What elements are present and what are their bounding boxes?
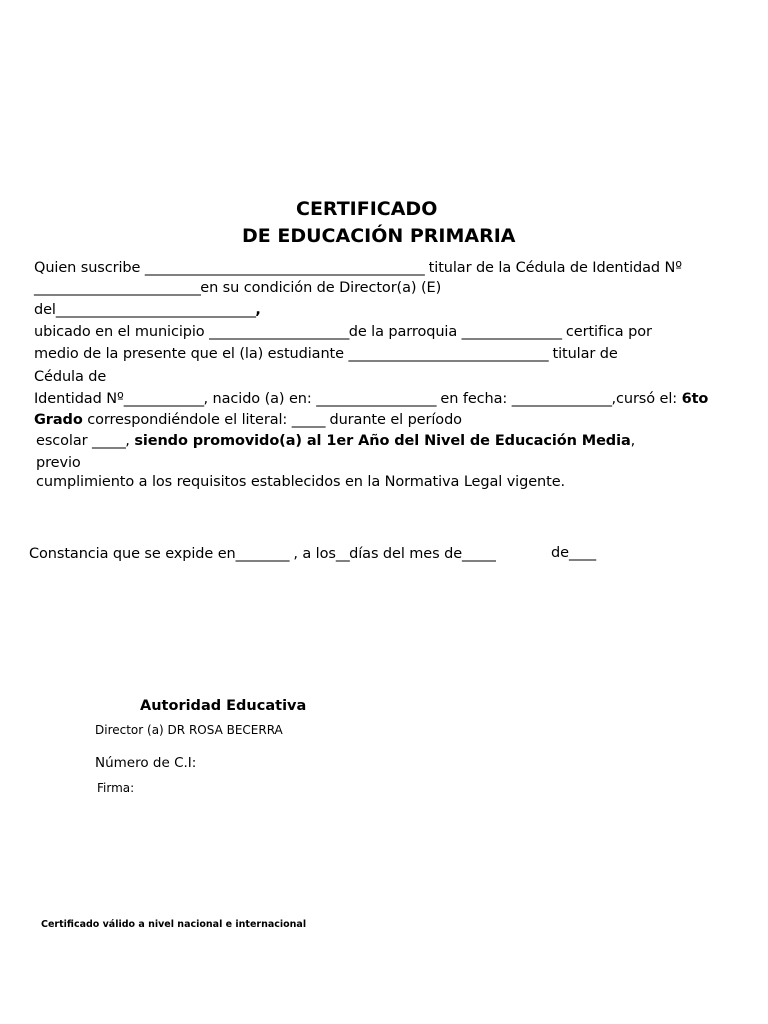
body-text: medio de la presente que el (la) estudiante: [34, 346, 349, 362]
body-line-10: previo: [36, 455, 81, 471]
body-line-8: [34, 412, 462, 428]
body-text: durante el período: [324, 412, 462, 428]
body-line-2: [34, 280, 441, 296]
blank-city: ________: [235, 546, 289, 562]
blank-director-ci: _________________________: [34, 280, 201, 296]
body-text: Quien suscribe: [34, 260, 145, 276]
body-line-11: cumplimiento a los requisitos establecidos en la Normativa Legal vigente.: [36, 474, 566, 490]
body-text: titular de: [547, 346, 618, 362]
director-name: Director (a) DR ROSA BECERRA: [95, 723, 283, 737]
body-text: días del mes de: [349, 546, 463, 562]
blank-day: __: [335, 546, 350, 562]
promotion-text: siendo promovido(a) al 1er Año del Nivel de Educación Media: [134, 433, 631, 449]
body-line-5: [34, 346, 618, 362]
body-text: ,: [630, 433, 636, 449]
blank-parish: _______________: [461, 324, 562, 340]
body-line-6: Cédula de: [34, 369, 107, 385]
body-text: ,: [125, 433, 135, 449]
body-text: correspondiéndole el literal:: [82, 412, 292, 428]
blank-director-name: __________________________________________: [144, 260, 425, 276]
body-line-9: [36, 433, 635, 449]
blank-municipality: _____________________: [209, 324, 349, 340]
body-text: titular de la Cédula de Identidad Nº: [424, 260, 682, 276]
body-text: , nacido (a) en:: [203, 391, 317, 407]
signature-label: Firma:: [97, 781, 135, 795]
ci-label: Número de C.I:: [95, 755, 197, 771]
body-text: en fecha:: [435, 391, 512, 407]
validity-note: Certificado válido a nivel nacional e internacional: [41, 919, 307, 930]
blank-birthdate: _______________: [511, 391, 612, 407]
constancia-year: [551, 545, 596, 561]
body-text: ,cursó el:: [611, 391, 682, 407]
certificate-title: CERTIFICADO: [296, 198, 438, 220]
grade-text: Grado: [34, 412, 83, 428]
authority-heading: Autoridad Educativa: [140, 698, 307, 714]
certificate-subtitle: DE EDUCACIÓN PRIMARIA: [242, 225, 516, 247]
blank-literal: _____: [291, 412, 325, 428]
body-line-7: [34, 391, 708, 407]
blank-student-name: ______________________________: [348, 346, 548, 362]
body-text: del: [34, 302, 56, 318]
body-text: Constancia que se expide en: [29, 546, 236, 562]
body-text: , a los: [288, 546, 336, 562]
body-line-1: [34, 260, 682, 276]
blank-year: ____: [568, 545, 596, 561]
grade-text: 6to: [681, 391, 709, 407]
blank-student-ci: ____________: [123, 391, 204, 407]
body-text: ubicado en el municipio: [34, 324, 210, 340]
body-line-3: [34, 302, 261, 318]
body-text: Identidad Nº: [34, 391, 124, 407]
body-text: ,: [255, 302, 261, 318]
blank-month: _____: [462, 546, 496, 562]
body-text: de: [551, 545, 569, 561]
body-text: de la parroquia: [348, 324, 462, 340]
body-text: escolar: [36, 433, 93, 449]
blank-birthplace: __________________: [316, 391, 436, 407]
blank-school-name: ______________________________: [55, 302, 256, 318]
body-line-4: [34, 324, 652, 340]
constancia-line: [29, 546, 495, 562]
body-text: certifica por: [561, 324, 652, 340]
blank-school-year: _____: [92, 433, 126, 449]
body-text: en su condición de Director(a) (E): [200, 280, 442, 296]
